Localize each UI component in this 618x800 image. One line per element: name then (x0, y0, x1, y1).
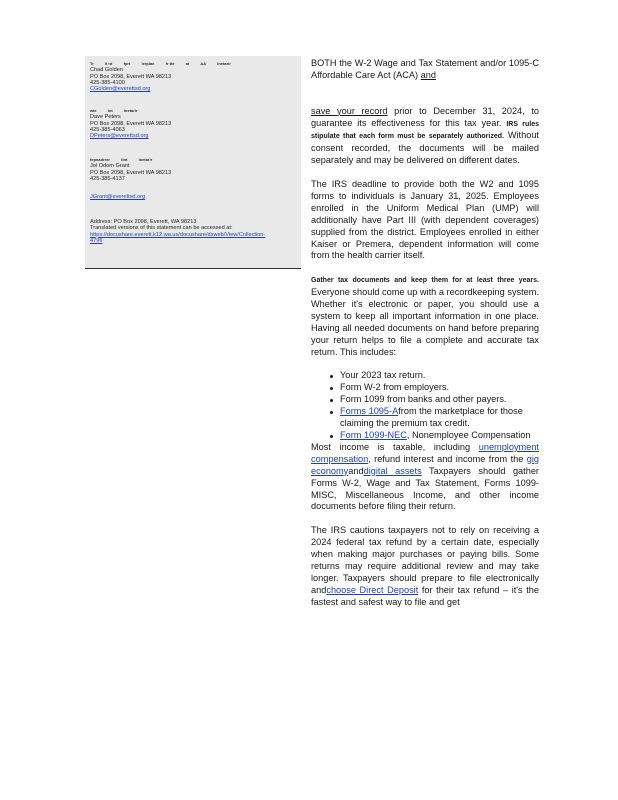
contact-block-1 (90, 61, 296, 92)
unemployment-compensation-link[interactable]: unemployment compensation (311, 441, 539, 464)
heading-word: lnetarir (217, 62, 231, 66)
translated-url-link-cont[interactable]: 4796 (90, 237, 103, 244)
contact-address: PO Box 2098, Everett WA 98213 (90, 169, 172, 176)
heading-word: ll rd (104, 62, 113, 66)
list-item (340, 406, 539, 430)
direct-deposit-link[interactable]: choose Direct Deposit (326, 584, 419, 595)
save-record-text: save your record (311, 105, 388, 116)
heading-word: lnetarir (123, 109, 138, 113)
address-line: Address: PO Box 2098, Everett, WA 98213 (90, 219, 197, 225)
text-span: Everyone should come up with a recordkeeping system. Whether it's electronic or paper, you should use a system to keep all important information in one place. Having all needed documents on hand before preparing your return helps to file a complete and accurate tax return. This includes: (311, 287, 539, 357)
text-span: , Nonemployee Compensation (406, 430, 531, 441)
text-span: for their tax refund – it's the fastest and safest way to file and get (311, 584, 539, 607)
contact-phone: 425-385-4063 (90, 126, 125, 133)
paragraph-irs-deadline: The IRS deadline to provide both the W2 and 1095 forms to individuals is January 31, 2025. Employees enrolled in the Uniform Medical Plan (UMP) will additionally have Part III (with dependent coverages) supplied from the district. Employees enrolled in either Kaiser or Premera, dependent information will come from the health carrier itself. (311, 179, 539, 261)
main-text-column (311, 58, 539, 609)
forms-1095a-link[interactable]: Forms 1095-A (340, 406, 399, 417)
text-span: , refund interest and income from the (368, 453, 524, 464)
heading-word: fprt (123, 62, 131, 66)
contact-address: PO Box 2098, Everett WA 98213 (90, 120, 172, 127)
translated-url-link[interactable]: https://docushare.everett.k12.wa.us/docushare/dsweb/View/Collection- (90, 231, 266, 238)
text-span: The IRS cautions taxpayers not to rely on receiving a 2024 federal tax refund by a certain date, especially when making major purchases or paying bills. Some returns may require additional review and may take longer. Taxpayers should prepare to file electronically and (311, 525, 539, 595)
list-item (340, 430, 539, 442)
contact-block-2 (90, 108, 296, 139)
list-item: Form 1099 from banks and other payers. (340, 394, 539, 406)
contact-name: Jol Odom Grant (90, 163, 130, 170)
text-span-underlined: and (420, 69, 436, 80)
heading-word: lerplae (141, 62, 155, 66)
contact-name: Chad Golden (90, 67, 123, 74)
list-item: Form W-2 from employers. (340, 382, 539, 394)
heading-word: fr tte (165, 62, 175, 66)
text-span: Without consent recorded, the documents will be mailed separately and may be delivered on different dates. (311, 130, 539, 166)
heading-word: fepnadrrer (90, 158, 110, 162)
contact-block-3 (90, 157, 296, 200)
paragraph-refund-caution (311, 525, 539, 608)
text-span: and (348, 465, 364, 476)
text-span: BOTH the W-2 Wage and Tax Statement and/or 1095-C Affordable Care Act (ACA) (311, 58, 539, 80)
paragraph-gather-documents (311, 274, 539, 358)
list-item: Your 2023 tax return. (340, 370, 539, 382)
contact-sidebar (85, 56, 301, 269)
translated-note: Translated versions of this statement can be accessed at: (90, 225, 233, 232)
paragraph-save-record (311, 106, 539, 168)
heading-word: Tr (90, 62, 94, 66)
form-1099nec-link[interactable]: Form 1099-NEC (340, 430, 407, 441)
documents-list (311, 370, 539, 441)
contact-name: Dave Peters (90, 114, 121, 121)
heading-word: wte (90, 109, 97, 113)
contact-address: PO Box 2098, Everett WA 98213 (90, 73, 172, 80)
heading-word: AA (200, 62, 207, 66)
contact-email-link[interactable]: DPeters@everettsd.org (90, 133, 149, 140)
paragraph-forms-intro (311, 58, 539, 82)
contact-phone: 425-385-4137 (90, 175, 125, 182)
irs-rules-text: IRS rules stipulate that each form must be separately authorized. (311, 120, 539, 141)
gather-documents-heading: Gather tax documents and keep them for at least three years. (311, 277, 539, 285)
heading-word: lnt (107, 109, 113, 113)
contact-phone: 425-385-4100 (90, 79, 125, 86)
heading-word: at (185, 62, 190, 66)
contact-email-link[interactable]: CGolden@everettsd.org (90, 86, 151, 93)
heading-word: tlnt (121, 158, 128, 162)
digital-assets-link[interactable]: digital assets (363, 465, 422, 476)
gig-economy-link[interactable]: gig economy (311, 453, 539, 476)
contact-email-link[interactable]: JGrant@everettsd.org (90, 194, 146, 201)
paragraph-taxable-income (311, 442, 539, 513)
address-block (90, 219, 296, 244)
text-span: from the marketplace for those claiming the premium tax credit. (340, 406, 523, 429)
text-span: prior to December 31, 2024, to guarantee its effectiveness for this tax year. (311, 105, 539, 128)
text-span: Most income is taxable, including (311, 441, 471, 452)
text-span: Taxpayers should gather Forms W-2, Wage and Tax Statement, Forms 1099-MISC, Miscellaneous Income, and other income documents before filing their return. (311, 465, 539, 512)
heading-word: lnetarir (138, 158, 153, 162)
